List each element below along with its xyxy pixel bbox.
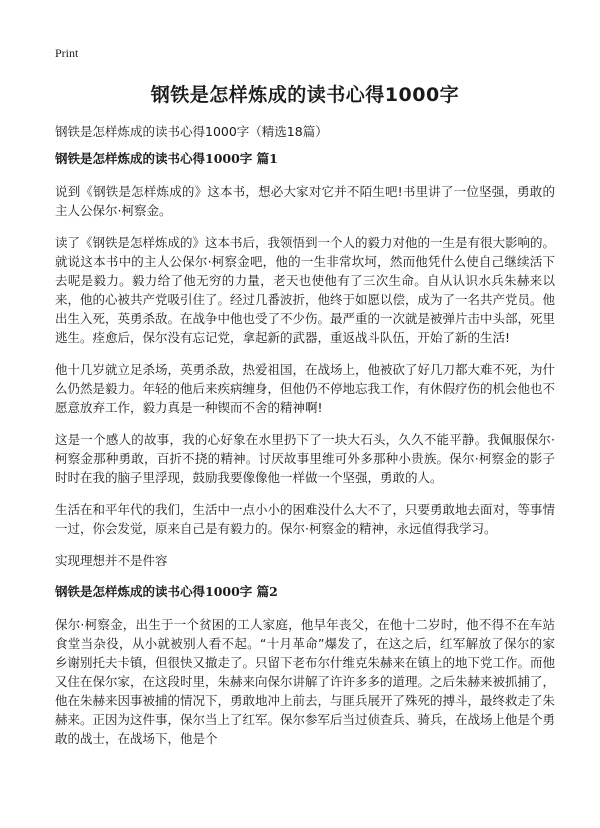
paragraph: 他十几岁就立足杀场，英勇杀敌，热爱祖国，在战场上，他被砍了好几刀都大难不死，为什么仍然是毅力。年轻的他后来疾病缠身，但他仍不停地忘我工作，有休假疗伤的机会他也不愿意放弃工作，毅力真是一种锲而不舍的精神啊!	[55, 362, 556, 415]
closing-line: 实现理想并不是件容	[55, 553, 168, 568]
paragraph: 读了《钢铁是怎样炼成的》这本书后，我领悟到一个人的毅力对他的一生是有很大影响的。就说这本书中的主人公保尔·柯察金吧，他的一生非常坎坷，然而他凭什么使自己继续活下去呢是毅力。毅力给了他无穷的力量，老天也使他有了三次生命。自从认识水兵朱赫来以来，他的心被共产党吸引住了。经过几番波折，他终于如愿以偿，成为了一名共产党员。他出生入死，英勇杀敌。在战争中他也受了不少伤。最严重的一次就是被弹片击中头部，死里逃生。痊愈后，保尔没有忘记党，拿起新的武器，重返战斗队伍，开始了新的生活!	[55, 235, 556, 345]
paragraph: 保尔·柯察金，出生于一个贫困的工人家庭，他早年丧父，在他十二岁时，他不得不在车站食堂当杂役，从小就被别人看不起。“十月革命”爆发了，在这之后，红军解放了保尔的家乡谢别托夫卡镇，但很快又撤走了。只留下老布尔什维克朱赫来在镇上的地下党工作。而他又住在保尔家，在这段时里，朱赫来向保尔讲解了许许多多的道理。之后朱赫来被抓捕了，他在朱赫来因事被捕的情况下，勇敢地冲上前去，与匪兵展开了殊死的搏斗，最终救走了朱赫来。正因为这件事，保尔当上了红军。保尔参军后当过侦查兵、骑兵，在战场上他是个勇敢的战士，在战场下，他是个	[55, 617, 556, 746]
print-link[interactable]: Print	[55, 46, 79, 60]
paragraph: 生活在和平年代的我们，生活中一点小小的困难没什么大不了，只要勇敢地去面对，等事情一过，你会发觉，原来自己是有毅力的。保尔·柯察金的精神，永远值得我学习。	[55, 502, 556, 536]
section-heading-1: 钢铁是怎样炼成的读书心得1000字 篇1	[55, 151, 278, 166]
document-body	[55, 150, 555, 761]
page-title: 钢铁是怎样炼成的读书心得1000字	[150, 84, 460, 106]
paragraph: 说到《钢铁是怎样炼成的》这本书，想必大家对它并不陌生吧!书里讲了一位坚强，勇敢的主人公保尔·柯察金。	[55, 184, 555, 218]
paragraph: 这是一个感人的故事，我的心好象在水里扔下了一块大石头，久久不能平静。我佩服保尔·柯察金那种勇敢，百折不挠的精神。讨厌故事里维可外多那种小贵族。保尔·柯察金的影子时时在我的脑子里浮现，鼓励我要像像他一样做一个坚强，勇敢的人。	[55, 432, 555, 485]
document-subtitle: 钢铁是怎样炼成的读书心得1000字（精选18篇）	[55, 124, 328, 139]
section-heading-2: 钢铁是怎样炼成的读书心得1000字 篇2	[55, 584, 278, 599]
